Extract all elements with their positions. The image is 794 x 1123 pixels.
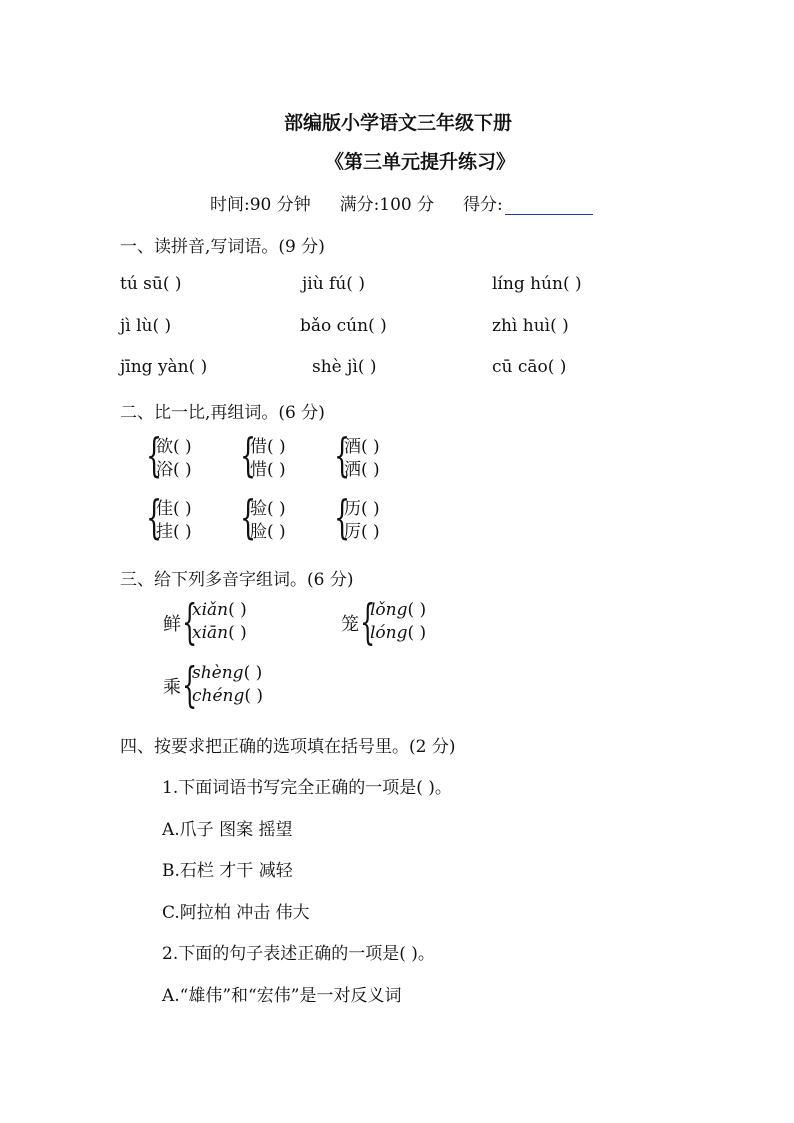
exam-info bbox=[210, 190, 593, 215]
char-pair-group bbox=[240, 490, 330, 544]
pinyin-item: shè jì( ) bbox=[312, 357, 377, 377]
section-3-heading: 三、给下列多音字组词。(6 分) bbox=[120, 570, 354, 590]
pinyin-item: jì lù( ) bbox=[120, 316, 172, 336]
char-pair-item: 历( ) bbox=[344, 499, 380, 519]
page-title: 部编版小学语文三年级下册 bbox=[284, 112, 513, 134]
brace-icon: { bbox=[334, 428, 351, 482]
char-pair-item: 酒( ) bbox=[344, 437, 380, 457]
pinyin-item: cū cāo( ) bbox=[492, 357, 567, 377]
full-score-info: 满分:100 分 bbox=[339, 195, 435, 215]
option-line: A.爪子 图案 摇望 bbox=[162, 820, 293, 840]
section-4-heading: 四、按要求把正确的选项填在括号里。(2 分) bbox=[120, 737, 456, 757]
time-info: 时间:90 分钟 bbox=[210, 195, 311, 215]
brace-icon: { bbox=[240, 428, 257, 482]
polyphone-reading: xiān( ) bbox=[192, 623, 247, 643]
pinyin-item: bǎo cún( ) bbox=[300, 316, 387, 336]
char-pair-item: 借( ) bbox=[250, 437, 286, 457]
char-pair-group bbox=[334, 490, 424, 544]
option-line: C.阿拉柏 冲击 伟大 bbox=[162, 903, 310, 923]
char-pair-group bbox=[240, 428, 330, 482]
pinyin-item: jīng yàn( ) bbox=[120, 357, 208, 377]
score-blank[interactable] bbox=[505, 197, 593, 215]
brace-icon: { bbox=[360, 594, 376, 650]
pinyin-item: tú sū( ) bbox=[120, 274, 182, 294]
polyphone-char: 鲜 bbox=[163, 614, 181, 635]
section-1-heading: 一、读拼音,写词语。(9 分) bbox=[120, 237, 325, 257]
char-pair-item: 验( ) bbox=[250, 499, 286, 519]
pinyin-item: jiù fú( ) bbox=[302, 274, 365, 294]
polyphone-char: 笼 bbox=[341, 614, 359, 635]
brace-icon: { bbox=[146, 428, 163, 482]
brace-icon: { bbox=[146, 490, 163, 544]
polyphone-reading: lǒng( ) bbox=[370, 600, 427, 620]
pinyin-item: zhì huì( ) bbox=[492, 316, 569, 336]
char-pair-item: 欲( ) bbox=[156, 437, 192, 457]
char-pair-item: 脸( ) bbox=[250, 522, 286, 542]
char-pair-item: 厉( ) bbox=[344, 522, 380, 542]
question-line: 2.下面的句子表述正确的一项是( )。 bbox=[162, 944, 435, 964]
brace-icon: { bbox=[240, 490, 257, 544]
char-pair-group bbox=[334, 428, 424, 482]
option-line: A.“雄伟”和“宏伟”是一对反义词 bbox=[162, 986, 402, 1006]
char-pair-group bbox=[146, 490, 236, 544]
char-pair-item: 浴( ) bbox=[156, 460, 192, 480]
pinyin-item: líng hún( ) bbox=[492, 274, 582, 294]
brace-icon: { bbox=[182, 594, 198, 650]
option-line: B.石栏 才干 减轻 bbox=[162, 861, 293, 881]
brace-icon: { bbox=[334, 490, 351, 544]
char-pair-item: 惜( ) bbox=[250, 460, 286, 480]
polyphone-reading: chéng( ) bbox=[192, 686, 264, 706]
char-pair-item: 挂( ) bbox=[156, 522, 192, 542]
brace-icon: { bbox=[182, 657, 198, 713]
section-2-heading: 二、比一比,再组词。(6 分) bbox=[120, 403, 325, 423]
char-pair-item: 洒( ) bbox=[344, 460, 380, 480]
polyphone-char: 乘 bbox=[163, 677, 181, 698]
char-pair-group bbox=[146, 428, 236, 482]
polyphone-reading: lóng( ) bbox=[370, 623, 427, 643]
char-pair-item: 佳( ) bbox=[156, 499, 192, 519]
polyphone-reading: shèng( ) bbox=[192, 663, 263, 683]
polyphone-reading: xiǎn( ) bbox=[192, 600, 247, 620]
page-subtitle: 《第三单元提升练习》 bbox=[325, 151, 516, 173]
question-line: 1.下面词语书写完全正确的一项是( )。 bbox=[162, 778, 452, 798]
score-label: 得分: bbox=[462, 195, 503, 215]
